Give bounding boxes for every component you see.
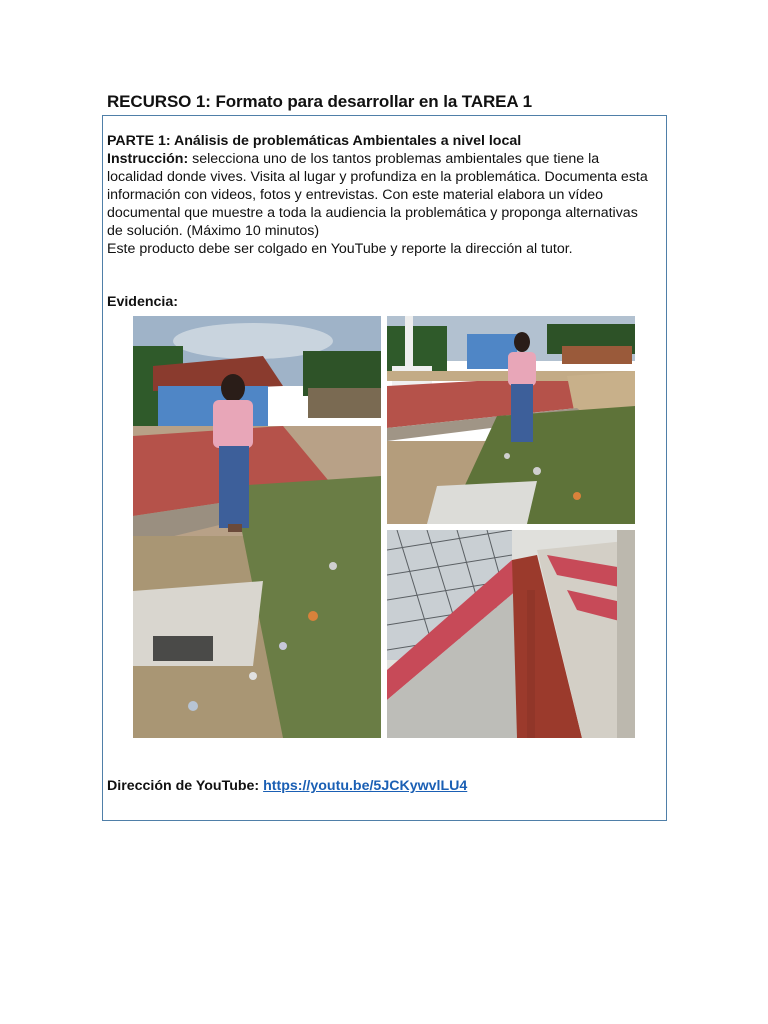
youtube-label: Dirección de YouTube: xyxy=(107,778,260,794)
instruction-paragraph xyxy=(107,150,652,240)
instruction-label: Instrucción: xyxy=(107,151,189,167)
youtube-row xyxy=(107,778,467,794)
evidence-photo-2 xyxy=(387,316,635,524)
part-heading: PARTE 1: Análisis de problemáticas Ambientales a nivel local xyxy=(107,133,522,149)
evidence-label: Evidencia: xyxy=(107,294,178,310)
page-title: RECURSO 1: Formato para desarrollar en la TAREA 1 xyxy=(107,92,532,111)
evidence-photo-1 xyxy=(133,316,381,738)
youtube-link[interactable]: https://youtu.be/5JCKywvlLU4 xyxy=(263,778,468,794)
instruction-text: selecciona uno de los tantos problemas ambientales que tiene la localidad donde vives. Visita al lugar y profundiza en la problemática. Documenta esta información con videos, fotos y entrevistas. Con este material elabora un vídeo documental que muestre a toda la audiencia la problemática y proponga alternativas de solución. (Máximo 10 minutos) xyxy=(107,151,648,239)
part-section xyxy=(107,132,652,258)
upload-note: Este producto debe ser colgado en YouTube y reporte la dirección al tutor. xyxy=(107,241,573,257)
evidence-photo-3 xyxy=(387,530,635,738)
